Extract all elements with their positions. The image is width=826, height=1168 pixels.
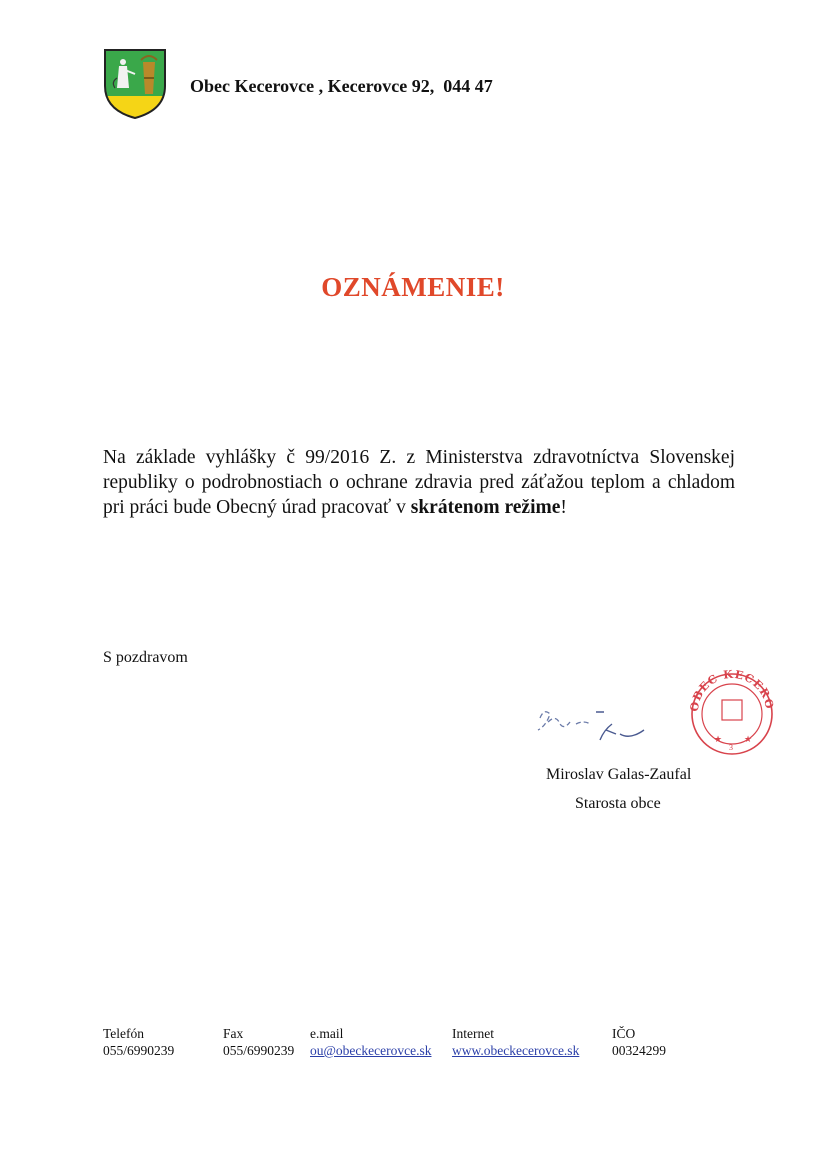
footer-ico	[612, 1025, 666, 1059]
footer-ico-value: 00324299	[612, 1043, 666, 1058]
municipality-address: Obec Kecerovce , Kecerovce 92, 044 47	[190, 76, 493, 96]
signer-title: Starosta obce	[575, 795, 661, 812]
footer-fax	[223, 1025, 294, 1059]
notice-body-end: !	[560, 497, 567, 518]
footer-ico-label: IČO	[612, 1026, 636, 1041]
svg-text:3: 3	[729, 743, 733, 752]
footer-email	[310, 1025, 432, 1059]
footer-phone-value: 055/6990239	[103, 1043, 175, 1058]
notice-body-emphasis: skrátenom režime	[410, 497, 561, 518]
footer-email-label: e.mail	[310, 1026, 344, 1041]
footer-web	[452, 1025, 579, 1059]
footer-email-link[interactable]: ou@obeckecerovce.sk	[310, 1043, 432, 1058]
svg-text:★: ★	[744, 734, 753, 744]
footer-fax-label: Fax	[223, 1026, 244, 1041]
footer-web-link[interactable]: www.obeckecerovce.sk	[452, 1043, 580, 1058]
handwritten-signature	[534, 700, 646, 748]
footer-phone-label: Telefón	[103, 1026, 145, 1041]
footer-phone	[103, 1025, 174, 1059]
signer-name: Miroslav Galas-Zaufal	[546, 766, 692, 783]
official-stamp	[684, 668, 780, 760]
footer-web-label: Internet	[452, 1026, 494, 1041]
footer-fax-value: 055/6990239	[223, 1043, 295, 1058]
notice-body	[103, 445, 735, 520]
coat-of-arms-logo	[103, 48, 167, 120]
greeting: S pozdravom	[103, 649, 188, 666]
notice-body-text: Na základe vyhlášky č 99/2016 Z. z Ministerstva zdravotníctva Slovenskej republiky o podrobnostiach o ochrane zdravia pred záťažou teplom a chladom pri práci bude Obecný úrad pracovať v	[103, 447, 735, 518]
svg-text:OBEC KECEROVCE: OBEC KECERO	[687, 668, 777, 713]
svg-text:★: ★	[714, 734, 723, 744]
notice-title: OZNÁMENIE!	[321, 272, 505, 302]
